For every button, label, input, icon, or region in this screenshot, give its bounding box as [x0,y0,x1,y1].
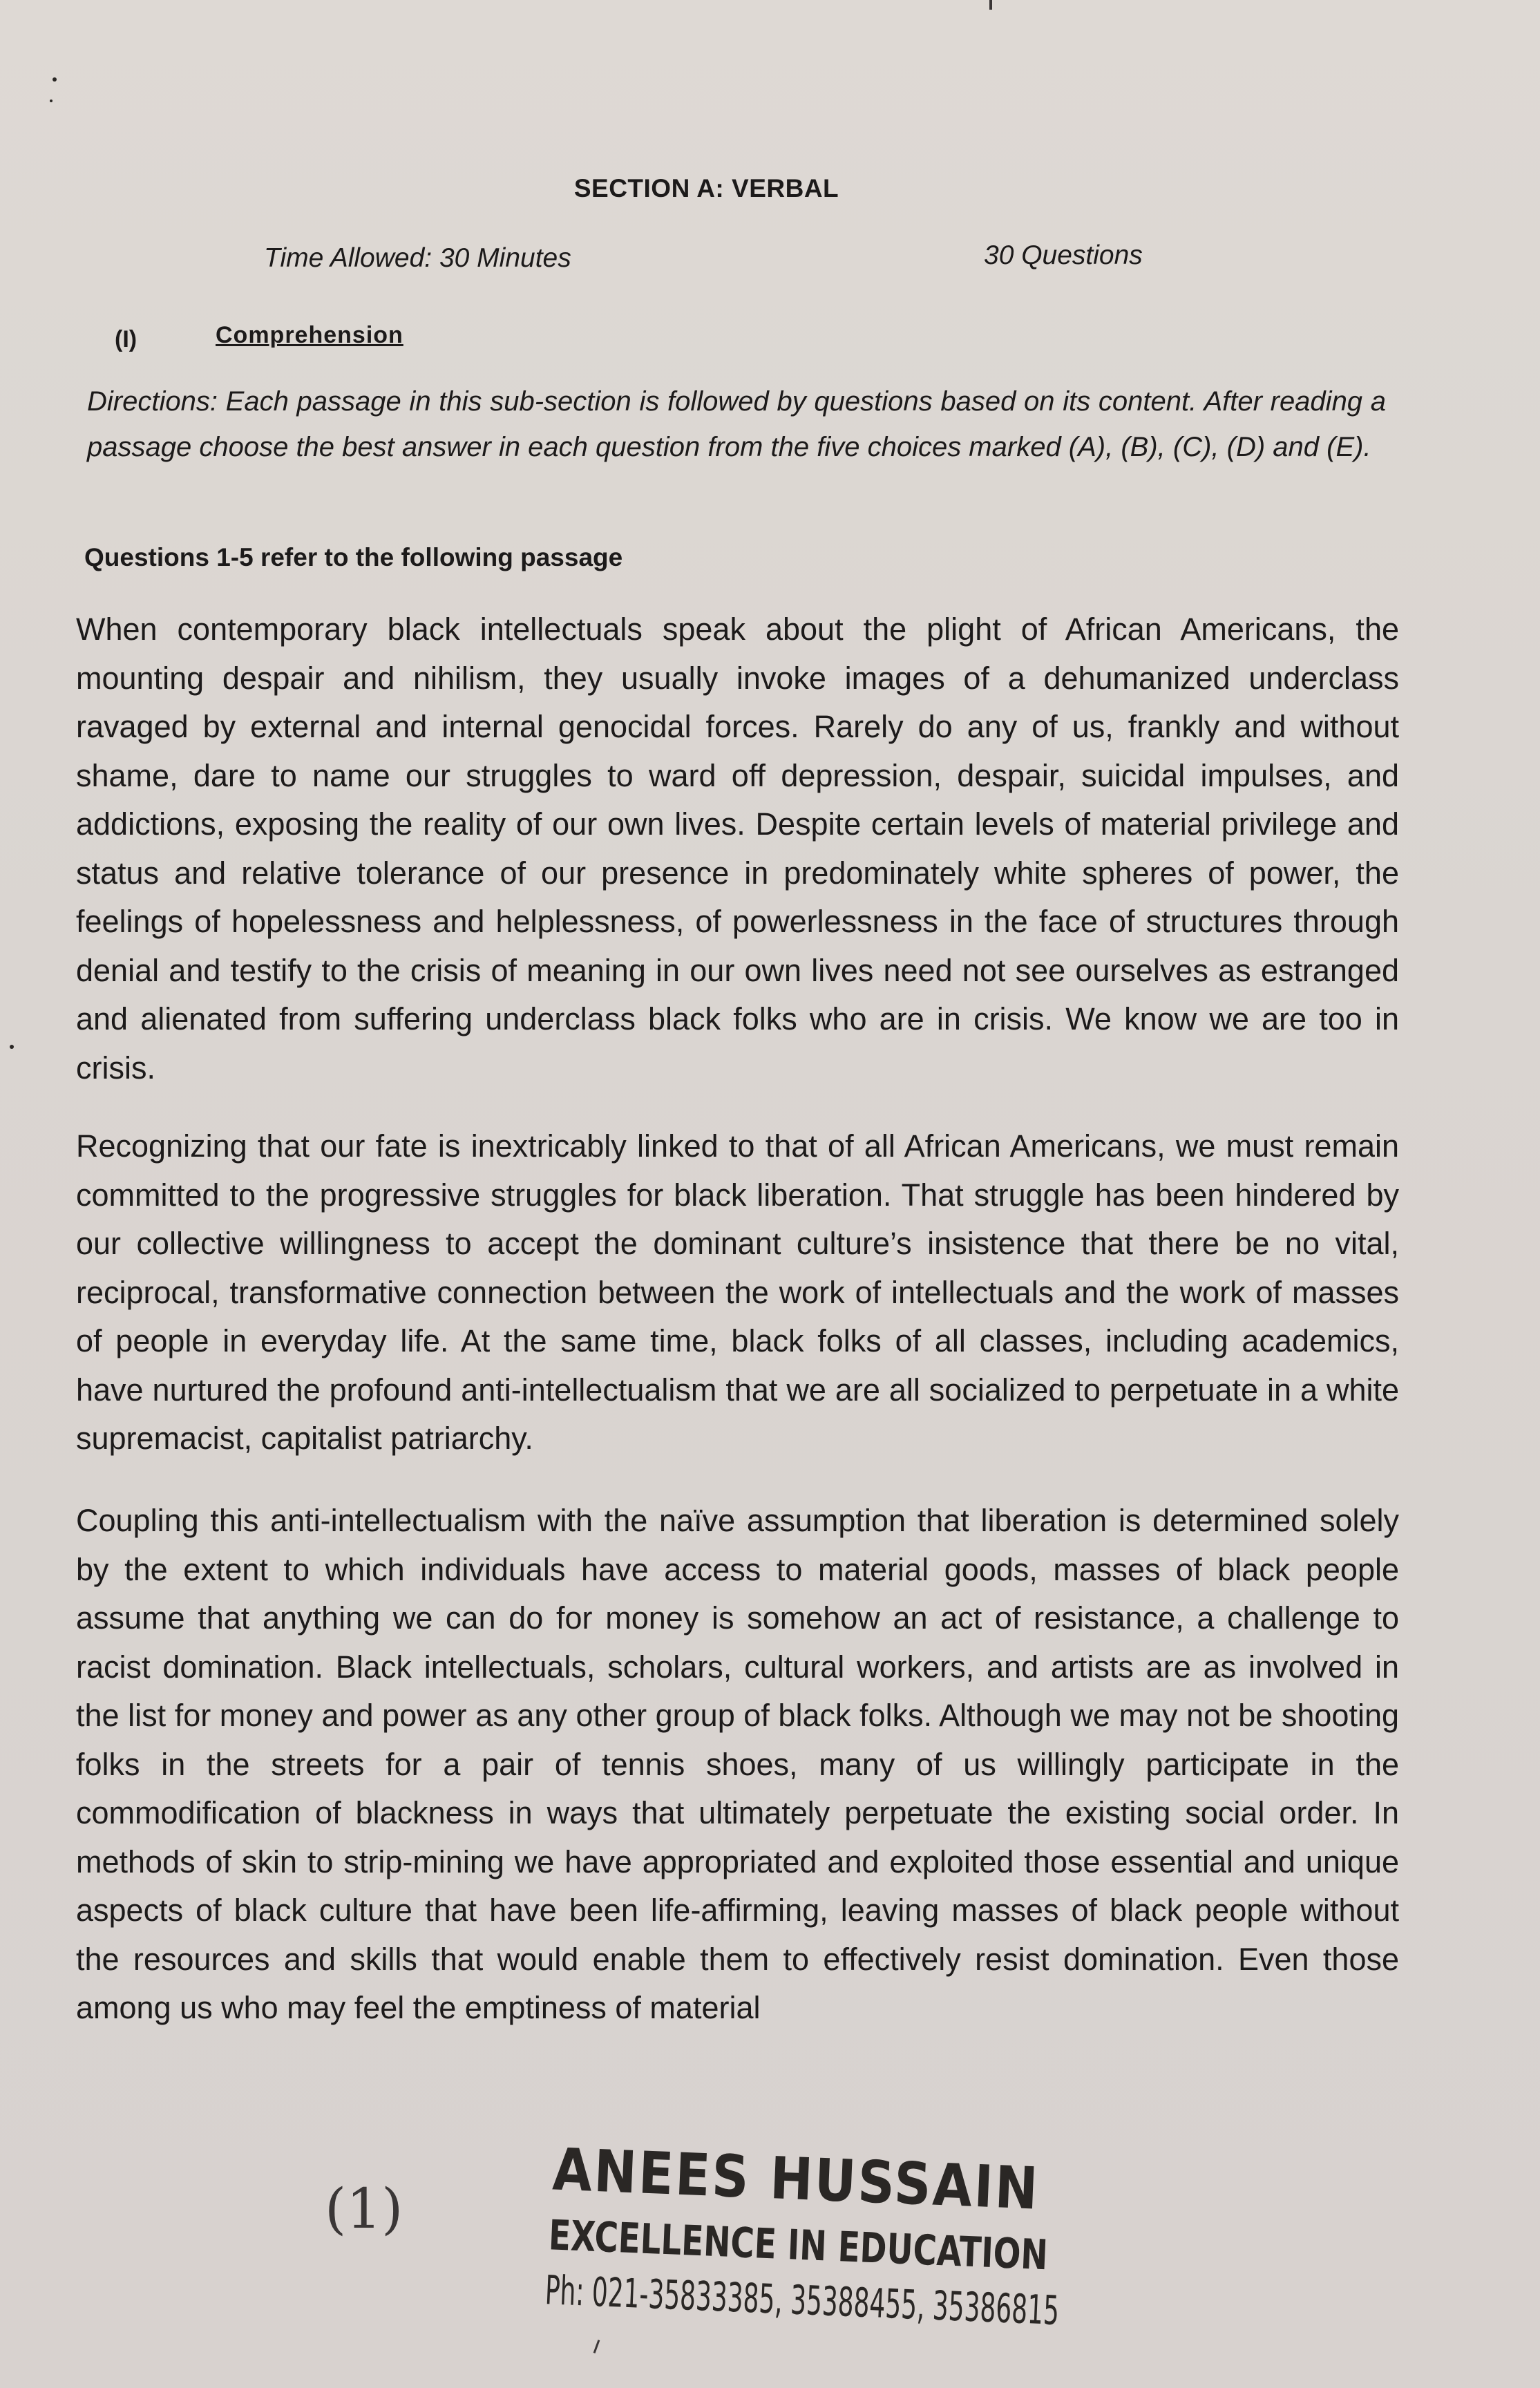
ink-speck [50,100,53,102]
directions-text: Directions: Each passage in this sub-section is followed by questions based on its content. After reading a passage choose the best answer in each question from the five choices marked (A), (B), (C), (D) and (E). [87,386,1386,462]
ink-speck [10,1045,14,1049]
passage-paragraph: When contemporary black intellectuals speak about the plight of African Americans, the mounting despair and nihilism, they usually invoke images of a dehumanized underclass ravaged by external and internal genocidal forces. Rarely do any of us, frankly and without shame, dare to name our struggles to ward off depression, despair, suicidal impulses, and addictions, exposing the reality of our own lives. Despite certain levels of material privilege and status and relative tolerance of our presence in predominately white spheres of power, the feelings of hopelessness and helplessness, of powerlessness in the face of structures through denial and testify to the crisis of meaning in our own lives need not see ourselves as estranged and alienated from suffering underclass black folks who are in crisis. We know we are too in crisis. [76,612,1399,1086]
stamp-tagline: EXCELLENCE IN EDUCATION [547,2211,1049,2280]
subsection-number: (I) [115,326,137,352]
question-reference: Questions 1-5 refer to the following passage [84,543,623,571]
section-title: SECTION A: VERBAL [573,174,839,202]
passage-paragraph: Coupling this anti-intellectualism with the naïve assumption that liberation is determined solely by the extent to which individuals have access to material goods, masses of black people assume that anything we can do for money is somehow an act of resistance, a challenge to racist domination. Black intellectuals, scholars, cultural workers, and artists are as involved in the list for money and power as any other group of black folks. Although we may not be shooting folks in the streets for a pair of tennis shoes, many of us willingly participate in the commodification of blackness in ways that ultimately perpetuate the existing social order. In methods of skin to strip-mining we have appropriated and exploited those essential and unique aspects of black culture that have been life-affirming, leaving masses of black people without the resources and skills that would enable them to effectively resist domination. Even those among us who may feel the emptiness of material [76,1503,1399,2025]
ink-speck [53,77,57,82]
stamp-name: ANEES HUSSAIN [551,2135,1041,2223]
time-allowed: Time Allowed: 30 Minutes [264,243,571,273]
passage-paragraph: Recognizing that our fate is inextricably linked to that of all African Americans, we must remain committed to the progressive struggles for black liberation. That struggle has been hindered by our collective willingness to accept the dominant culture’s insistence that there be no vital, reciprocal, transformative connection between the work of intellectuals and the work of masses of people in everyday life. At the same time, black folks of all classes, including academics, have nurtured the profound anti-intellectualism that we are all socialized to perpetuate in a white supremacist, capitalist patriarchy. [76,1128,1399,1456]
stamp-phone: Ph: 021-35833385, 35388455, 35386815 [544,2266,1061,2334]
subsection-title: Comprehension [216,322,403,348]
top-edge-mark [989,0,992,10]
question-count: 30 Questions [984,240,1143,270]
page-number: (1) [325,2177,403,2241]
publisher-stamp [538,2135,1061,2362]
